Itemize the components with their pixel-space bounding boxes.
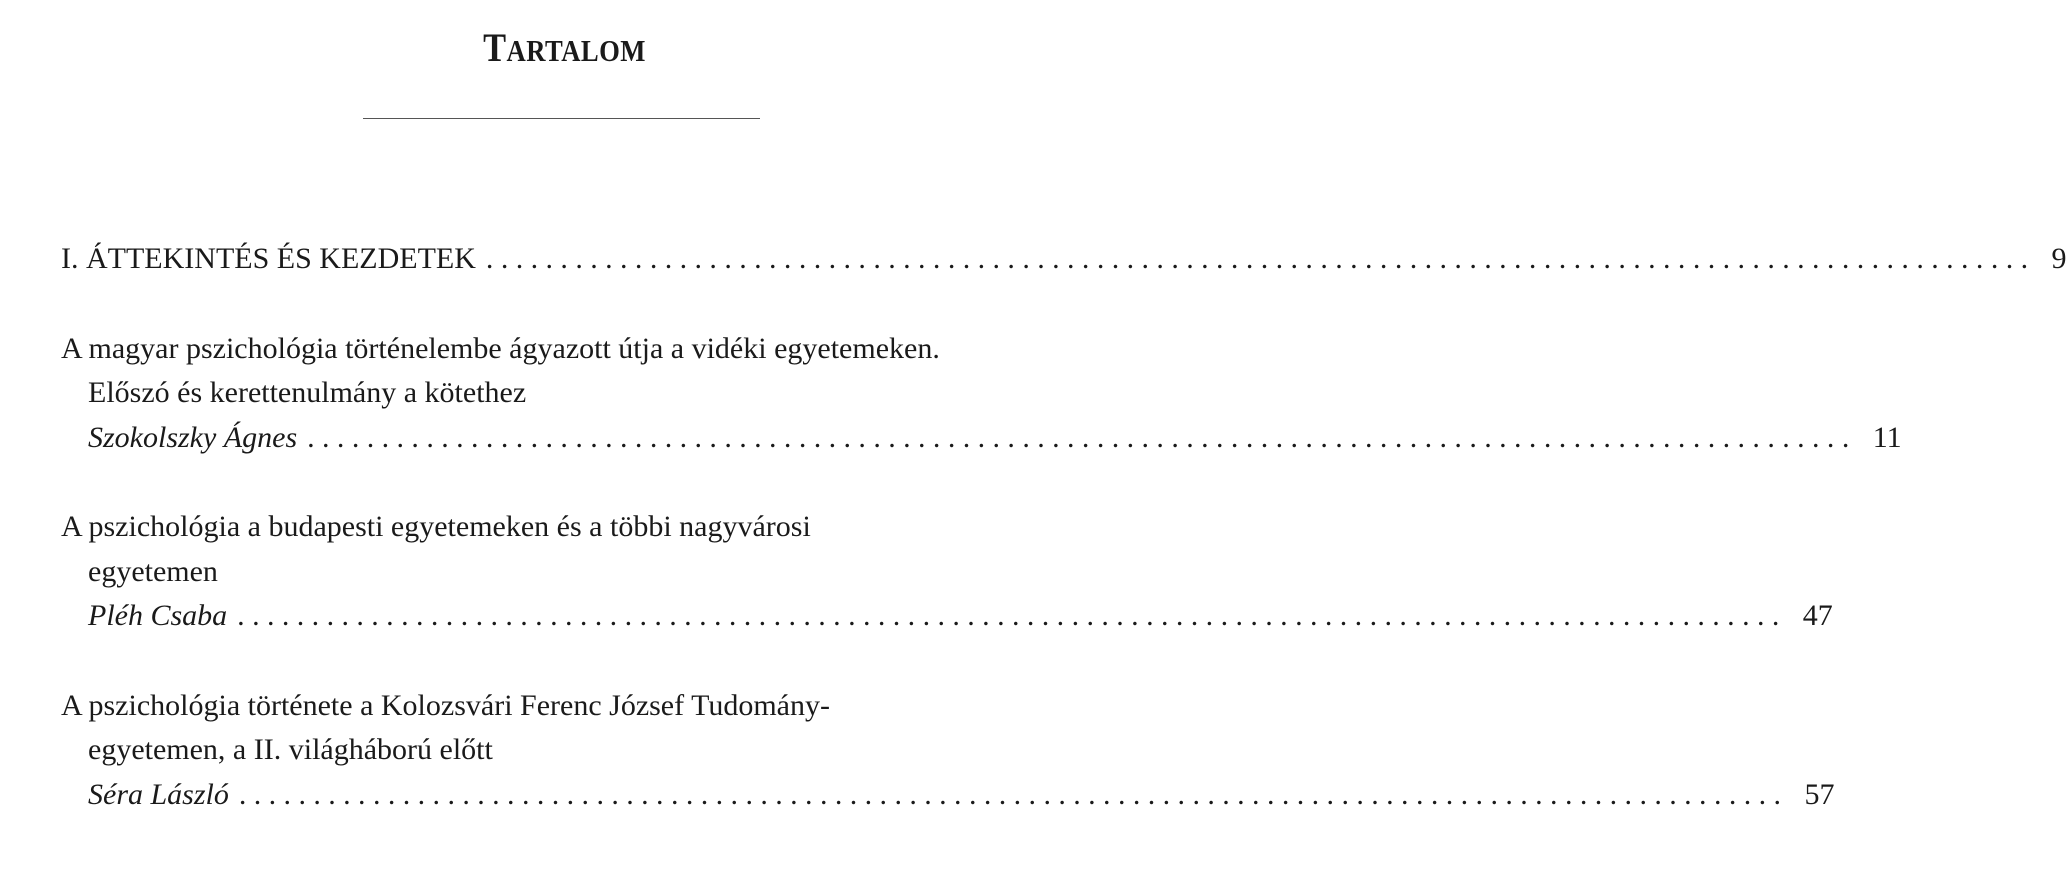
page-title-rest: ARTALOM <box>506 33 646 68</box>
toc-entry-page: 57 <box>1788 777 1834 813</box>
toc-entry-title-line1[interactable]: A pszichológia a budapesti egyetemeken és a többi nagyvárosi <box>61 510 811 543</box>
toc-section-row[interactable] <box>61 241 2067 277</box>
dot-leader: ........................................................................................................ <box>485 242 2036 275</box>
toc-entry-title-line1[interactable]: A magyar pszichológia történelembe ágyazott útja a vidéki egyetemeken. <box>61 332 940 365</box>
toc-entry-title-line2[interactable]: egyetemen, a II. világháború előtt <box>88 733 493 766</box>
toc-section-page: 9 <box>2036 241 2067 277</box>
toc-entry-page: 47 <box>1787 598 1833 634</box>
toc-entry-author: Séra László <box>88 777 239 813</box>
toc-entry-title-line1[interactable]: A pszichológia története a Kolozsvári Ferenc József Tudomány- <box>61 689 830 722</box>
toc-entry-page: 11 <box>1857 420 1902 456</box>
toc-entry-author-row[interactable] <box>88 420 1902 456</box>
toc-section-label: I. ÁTTEKINTÉS ÉS KEZDETEK <box>61 241 486 277</box>
title-divider <box>363 118 760 119</box>
dot-leader: ........................................................................................................ <box>237 599 1787 632</box>
toc-entry-title-line2[interactable]: egyetemen <box>88 555 218 588</box>
toc-entry-author-row[interactable] <box>88 777 1835 813</box>
page-title-initial: T <box>483 25 507 70</box>
dot-leader: ........................................................................................................ <box>307 421 1857 454</box>
toc-entry-author: Szokolszky Ágnes <box>88 420 307 456</box>
page-title <box>79 24 1050 71</box>
toc-entry-title-line2[interactable]: Előszó és kerettenulmány a kötethez <box>88 376 527 409</box>
toc-entry-author-row[interactable] <box>88 598 1833 634</box>
dot-leader: ........................................................................................................ <box>238 778 1789 811</box>
toc-entry-author: Pléh Csaba <box>88 598 237 634</box>
